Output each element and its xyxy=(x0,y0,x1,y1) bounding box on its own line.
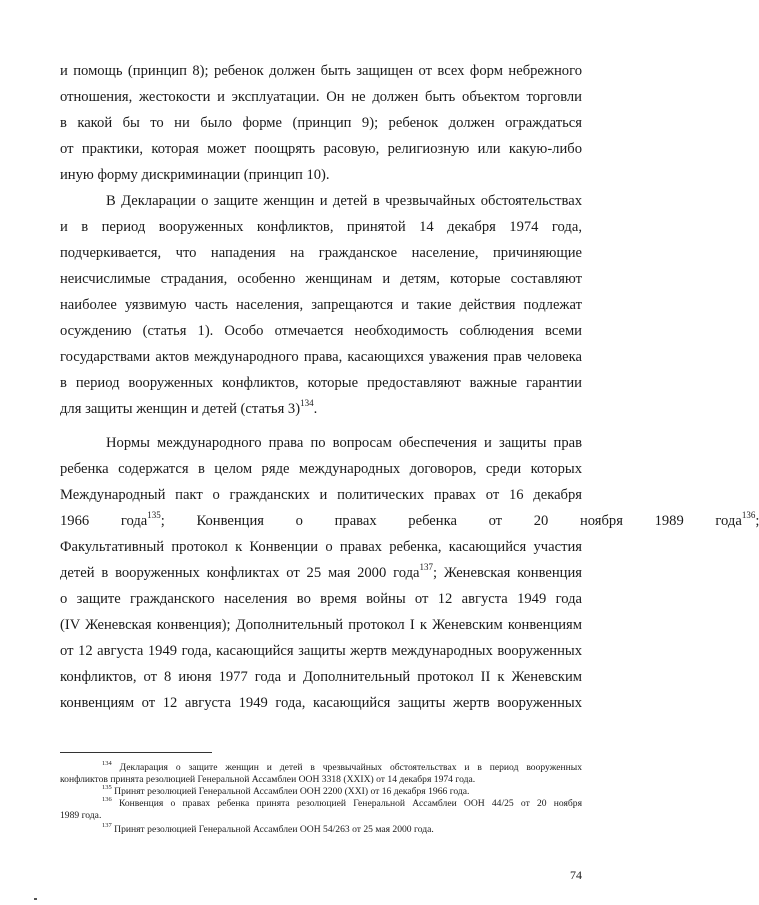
text-line: Нормы международного права по вопросам обеспечения и защиты прав xyxy=(106,435,582,451)
text-line: В Декларации о защите женщин и детей в чрезвычайных обстоятельствах xyxy=(106,193,582,209)
line-text: детей в вооруженных конфликтах от 25 мая 2000 года xyxy=(60,565,420,581)
text-line: конфликтов, от 8 июня 1977 года и Дополнительный протокол II к Женевским xyxy=(60,669,582,685)
footnote-137 xyxy=(102,821,582,836)
footnote-number: 137 xyxy=(102,821,112,829)
text-line: в какой бы то ни было форме (принцип 9); ребенок должен ограждаться xyxy=(60,115,582,131)
text-line: отношения, жестокости и эксплуатации. Он не должен быть объектом торговли xyxy=(60,89,582,105)
text-line: неисчислимые страдания, особенно женщинам и детям, которые составляют xyxy=(60,271,582,287)
text-line: от 12 августа 1949 года, касающийся защиты жертв международных вооруженных xyxy=(60,643,582,659)
text-line: и помощь (принцип 8); ребенок должен быть защищен от всех форм небрежного xyxy=(60,63,582,79)
text-line: от практики, которая может поощрять расовую, религиозную или какую-либо xyxy=(60,141,582,157)
footnote-text: Принят резолюцией Генеральной Ассамблеи ООН 54/263 от 25 мая 2000 года. xyxy=(114,824,434,835)
text-line: и в период вооруженных конфликтов, принятой 14 декабря 1974 года, xyxy=(60,219,582,235)
footnote-text: Декларация о защите женщин и детей в чрезвычайных обстоятельствах и в период вооруженных xyxy=(119,762,582,773)
text-line: осуждению (статья 1). Особо отмечается необходимость соблюдения всеми xyxy=(60,323,582,339)
footnote-135 xyxy=(102,783,582,798)
text-line: иную форму дискриминации (принцип 10). xyxy=(60,167,330,183)
text-line: Факультативный протокол к Конвенции о правах ребенка, касающийся участия xyxy=(60,539,582,555)
text-line: государствами актов международного права, касающихся уважения прав человека xyxy=(60,349,582,365)
text-line: конвенциям от 12 августа 1949 года, касающийся защиты жертв вооруженных xyxy=(60,695,582,711)
footnote-136-cont: 1989 года. xyxy=(60,810,102,821)
text-line: о защите гражданского населения во время войны от 12 августа 1949 года xyxy=(60,591,582,607)
footnote-text: Конвенция о правах ребенка принята резолюцией Генеральной Ассамблеи ООН 44/25 от 20 ноября xyxy=(118,798,582,809)
line-end: . xyxy=(313,401,318,417)
footnote-134-cont: конфликтов принята резолюцией Генеральной Ассамблеи ООН 3318 (XXIX) от 14 декабря 1974 года. xyxy=(60,774,476,785)
text-line: ребенка содержатся в целом ряде международных договоров, среди которых xyxy=(60,461,582,477)
text-line: в период вооруженных конфликтов, которые предоставляют важные гарантии xyxy=(60,375,582,391)
text-line xyxy=(60,396,582,422)
text-line: наиболее уязвимую часть населения, запрещаются и такие действия подлежат xyxy=(60,297,582,313)
footnote-ref-135: 135 xyxy=(147,510,161,521)
page-number: 74 xyxy=(570,868,582,882)
footnote-number: 135 xyxy=(102,783,112,791)
footnote-ref-134: 134 xyxy=(300,398,314,409)
text-line: (IV Женевская конвенция); Дополнительный протокол I к Женевским конвенциям xyxy=(60,617,582,633)
scan-mark xyxy=(34,898,37,900)
text-line: Международный пакт о гражданских и политических правах от 16 декабря xyxy=(60,487,582,503)
line-text: ; Конвенция о правах ребенка от 20 ноября 1989 года xyxy=(160,513,742,529)
text-line xyxy=(60,508,759,534)
footnote-number: 136 xyxy=(102,795,112,803)
footnote-separator xyxy=(60,752,212,753)
footnote-ref-136: 136 xyxy=(741,510,756,521)
footnote-134 xyxy=(102,759,582,774)
footnote-number: 134 xyxy=(102,759,112,767)
footnote-text: Принят резолюцией Генеральной Ассамблеи ООН 2200 (XXI) от 16 декабря 1966 года. xyxy=(114,786,470,797)
line-text: ; Женевская конвенция xyxy=(433,565,582,581)
footnote-136 xyxy=(102,795,582,810)
line-text: 1966 года xyxy=(60,513,148,529)
line-text: ; xyxy=(755,513,759,529)
footnote-ref-137: 137 xyxy=(419,562,433,573)
text-line: подчеркивается, что нападения на гражданское население, причиняющие xyxy=(60,245,582,261)
line-text: для защиты женщин и детей (статья 3) xyxy=(60,401,301,417)
text-line xyxy=(60,560,582,586)
